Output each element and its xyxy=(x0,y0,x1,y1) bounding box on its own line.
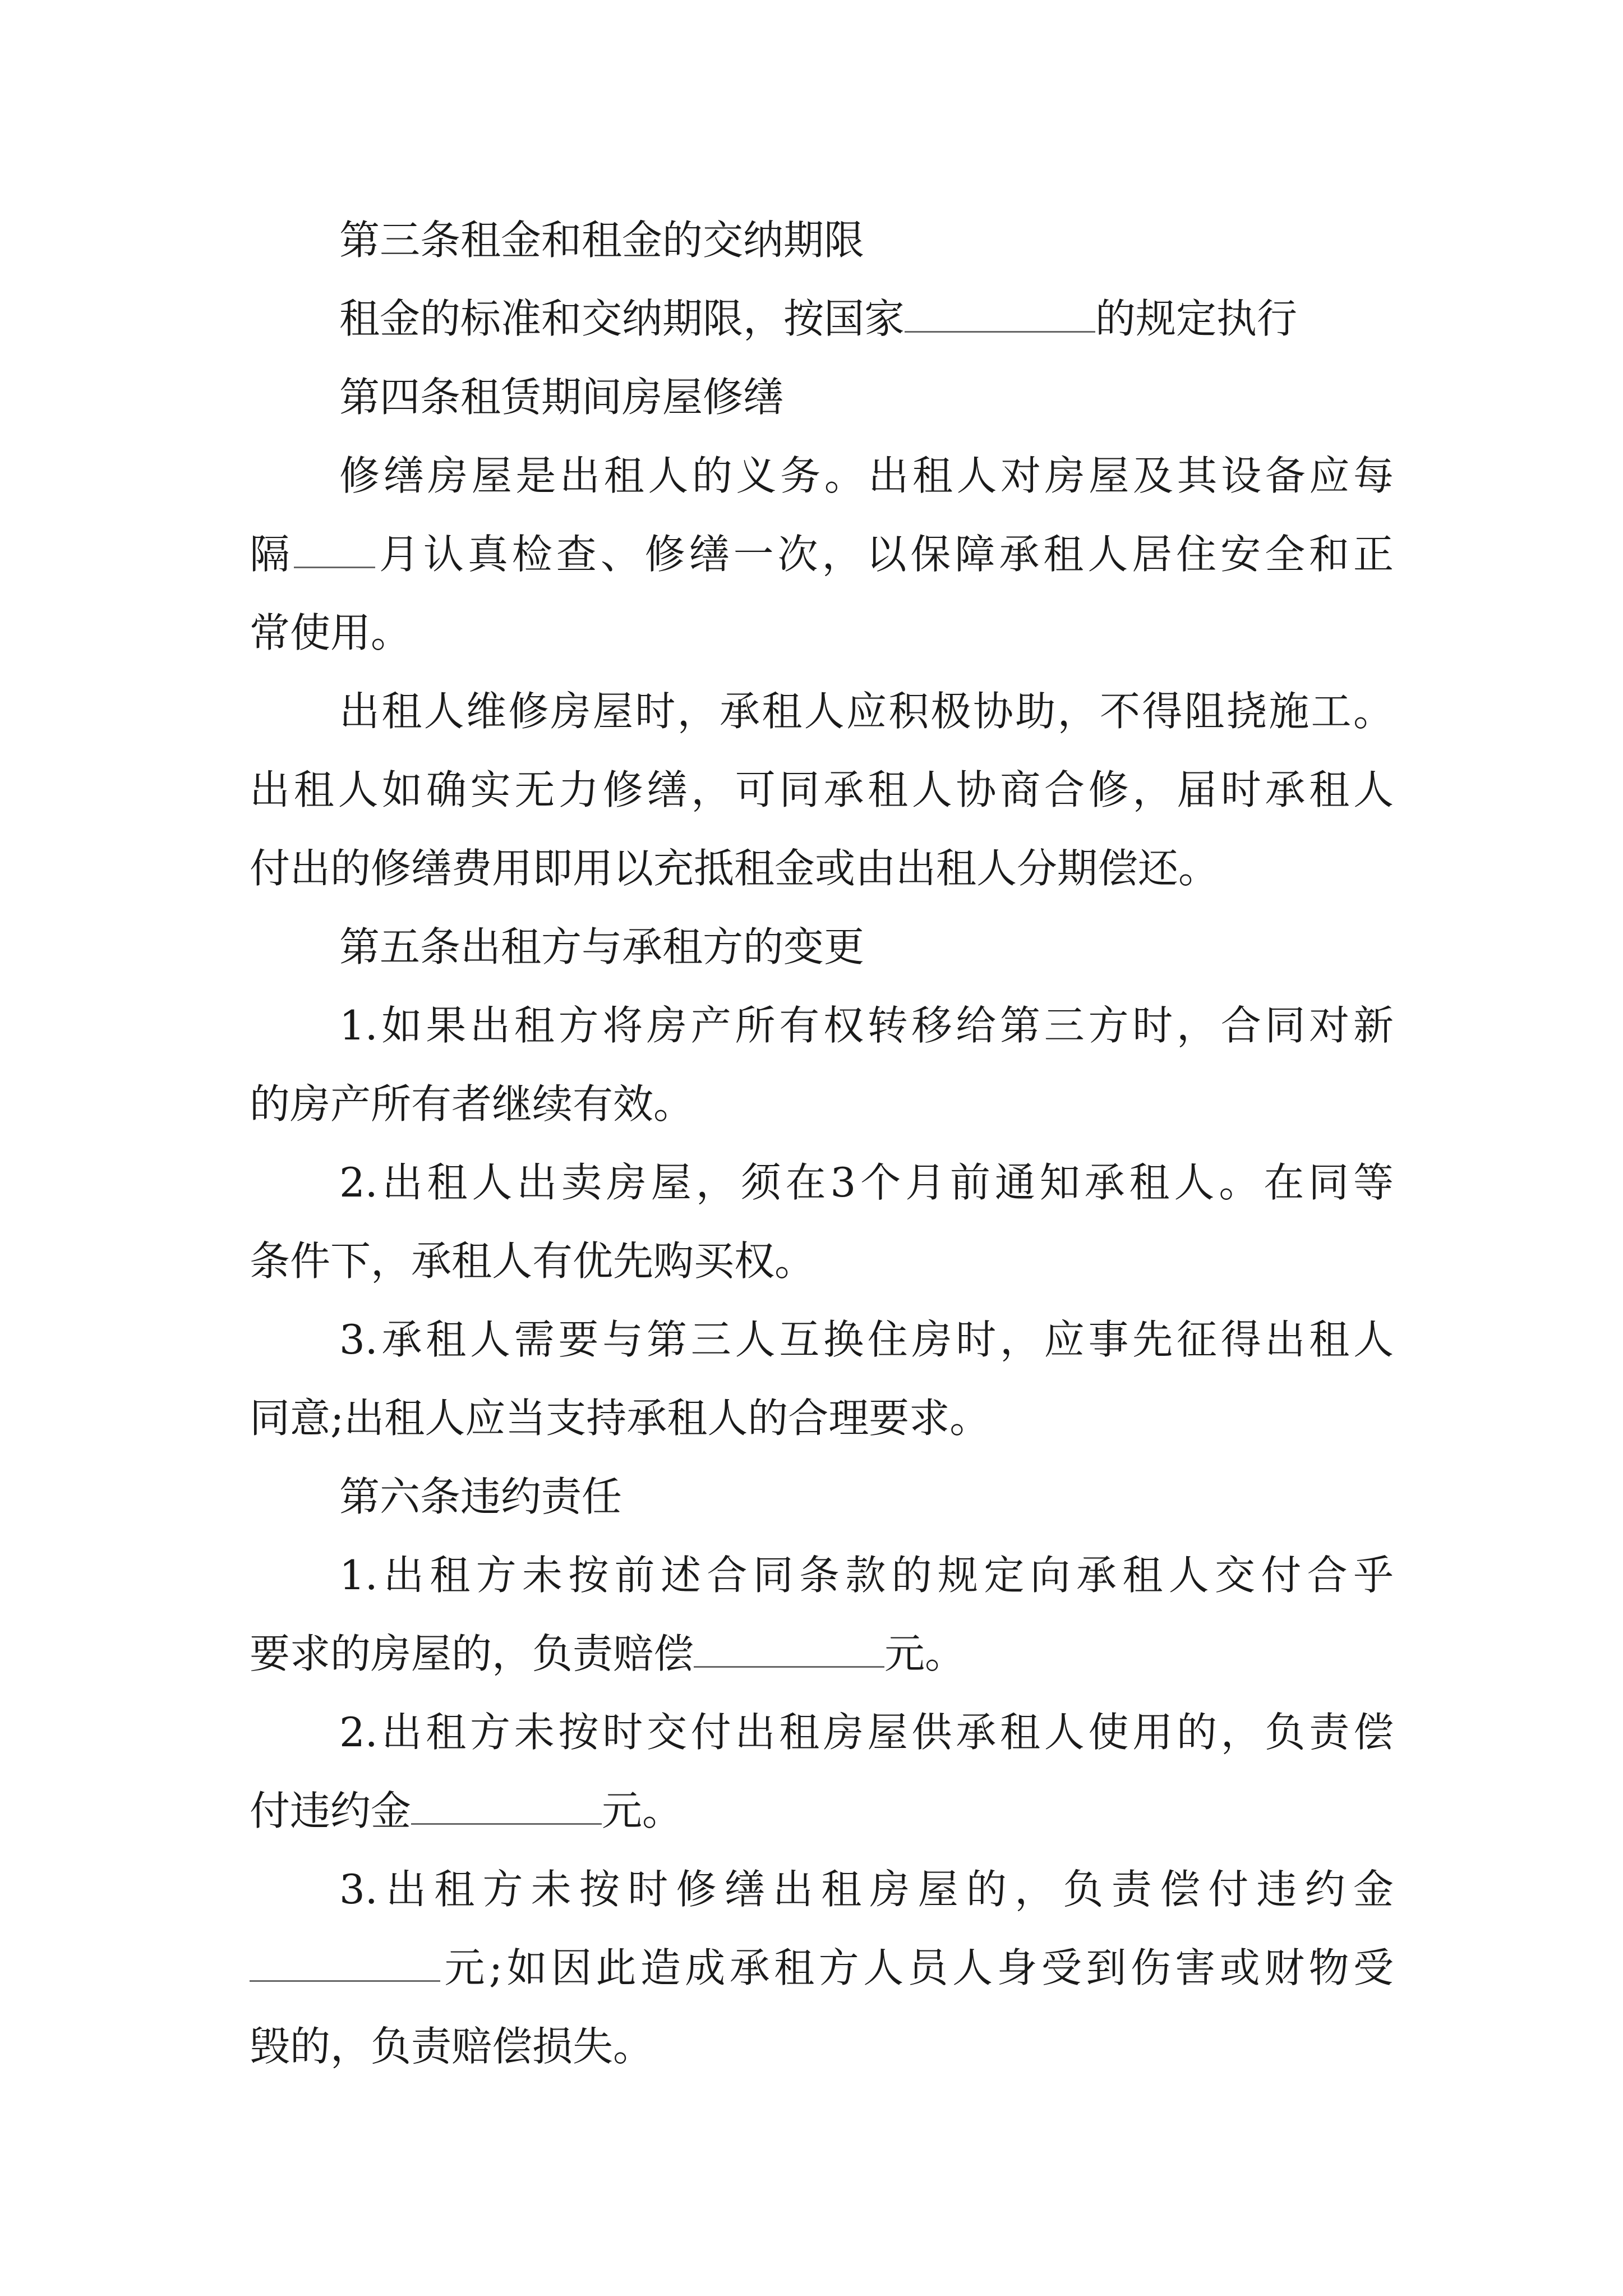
article6-item3-line3: 毁的，负责赔偿损失。 xyxy=(250,2023,654,2070)
article6-item2-line2: 付违约金 元。 xyxy=(250,1787,683,1834)
article5-item2-line2: 条件下，承租人有优先购买权。 xyxy=(250,1237,815,1285)
article3-heading: 第三条租金和租金的交纳期限 xyxy=(339,217,865,264)
article6-item1-line2: 要求的房屋的，负责赔偿 元。 xyxy=(250,1630,966,1677)
article4-p2-line1: 出租人维修房屋时，承租人应积极协助，不得阻挠施工。 xyxy=(339,688,1394,735)
blank-underline xyxy=(411,1786,602,1825)
article5-heading: 第五条出租方与承租方的变更 xyxy=(339,923,865,970)
article5-item2-line1: 2.出租人出卖房屋，须在3个月前通知承租人。在同等 xyxy=(339,1159,1394,1206)
article5-item3-line1: 3.承租人需要与第三人互换住房时，应事先征得出租人 xyxy=(339,1316,1394,1363)
article6-heading: 第六条违约责任 xyxy=(339,1473,623,1520)
article5-item1-line2: 的房产所有者继续有效。 xyxy=(250,1080,694,1128)
article4-p2-line2: 出租人如确实无力修缮，可同承租人协商合修，届时承租人 xyxy=(250,766,1394,813)
article4-heading: 第四条租赁期间房屋修缮 xyxy=(339,374,784,421)
article6-item1-line1: 1.出租方未按前述合同条款的规定向承租人交付合乎 xyxy=(339,1552,1394,1599)
article5-item3-line2: 同意;出租人应当支持承租人的合理要求。 xyxy=(250,1395,990,1442)
article6-item3-line1: 3.出租方未按时修缮出租房屋的，负责偿付违约金 xyxy=(339,1866,1394,1913)
article5-item1-line1: 1.如果出租方将房产所有权转移给第三方时，合同对新 xyxy=(339,1002,1394,1049)
article3-paragraph: 租金的标准和交纳期限，按国家 的规定执行 xyxy=(339,295,1298,342)
article4-p1-line1: 修缮房屋是出租人的义务。出租人对房屋及其设备应每 xyxy=(339,452,1394,499)
article6-item3-line2: 元;如因此造成承租方人员人身受到伤害或财物受 xyxy=(250,1943,1394,1993)
article4-p2-line3: 付出的修缮费用即用以充抵租金或由出租人分期偿还。 xyxy=(250,845,1219,892)
blank-underline xyxy=(250,1943,440,1982)
blank-underline xyxy=(694,1629,884,1668)
blank-underline xyxy=(905,294,1095,333)
article4-p1-line3: 常使用。 xyxy=(250,609,412,656)
article6-item2-line1: 2.出租方未按时交付出租房屋供承租人使用的，负责偿 xyxy=(339,1709,1394,1756)
article4-p1-line2: 隔 月认真检查、修缮一次，以保障承租人居住安全和正 xyxy=(250,531,1394,578)
blank-underline xyxy=(294,530,375,568)
